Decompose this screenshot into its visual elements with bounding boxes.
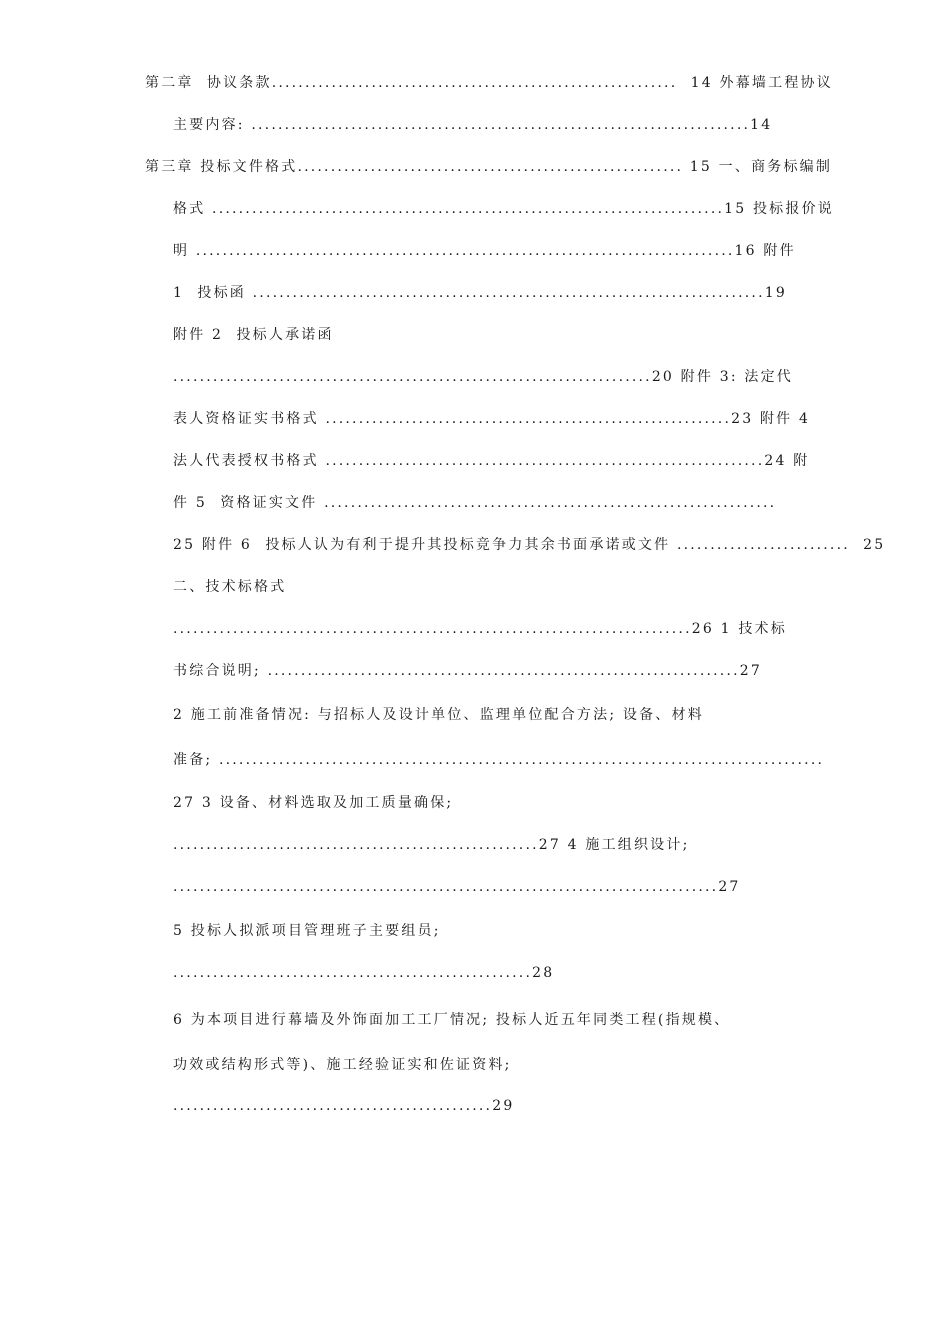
- toc-line-management-team: 5 投标人拟派项目管理班子主要组员;: [173, 923, 441, 939]
- toc-line-general-desc: 书综合说明; .......................................................................27: [173, 663, 762, 679]
- toc-line-technical-format: 二、技术标格式: [173, 579, 287, 595]
- toc-line-authorization: 法人代表授权书格式 ..................................................................24 附: [173, 453, 810, 469]
- toc-line-attachment2: 附件 2 投标人承诺函: [173, 327, 334, 343]
- toc-line-construction-org: .......................................................27 4 施工组织设计;: [173, 837, 690, 853]
- toc-line-bid-letter: 1 投标函 .............................................................................19: [173, 285, 787, 301]
- toc-line-attachment6: 25 附件 6 投标人认为有利于提升其投标竞争力其余书面承诺或文件 .......................... 25: [173, 537, 886, 553]
- toc-line-preparation: 2 施工前准备情况: 与招标人及设计单位、监理单位配合方法; 设备、材料: [173, 707, 704, 723]
- toc-line-format: 格式 .............................................................................15 投标报价说: [173, 201, 834, 217]
- toc-line-equipment-quality: 27 3 设备、材料选取及加工质量确保;: [173, 795, 454, 811]
- toc-line-experience: 功效或结构形式等)、施工经验证实和佐证资料;: [173, 1057, 512, 1073]
- toc-line-dots-26: ..............................................................................26 1 技术标: [173, 621, 787, 637]
- toc-line-dots-28: ......................................................28: [173, 965, 555, 981]
- toc-line-chapter3: 第三章 投标文件格式.......................................................... 15 一、商务标编制: [145, 159, 833, 175]
- toc-line-attachment5: 件 5 资格证实文件 ....................................................................: [173, 495, 777, 511]
- toc-line-factory: 6 为本项目进行幕墙及外饰面加工工厂情况; 投标人近五年同类工程(指规模、: [173, 1012, 731, 1028]
- toc-line-legal-rep-cert: 表人资格证实书格式 .............................................................23 附件 4: [173, 411, 811, 427]
- toc-line-dots-20: ........................................................................20 附件 3: 法定代: [173, 369, 794, 385]
- toc-line-chapter2: 第二章 协议条款............................................................. 14 外幕墙工程协议: [145, 75, 833, 91]
- toc-line-main-content: 主要内容: ...........................................................................14: [173, 117, 773, 133]
- toc-line-explanation: 明 .................................................................................16 附件: [173, 243, 796, 259]
- toc-line-dots-29: ................................................29: [173, 1098, 515, 1114]
- toc-line-dots-27: ..................................................................................27: [173, 879, 741, 895]
- toc-line-prepare: 准备; ...........................................................................................: [173, 752, 825, 768]
